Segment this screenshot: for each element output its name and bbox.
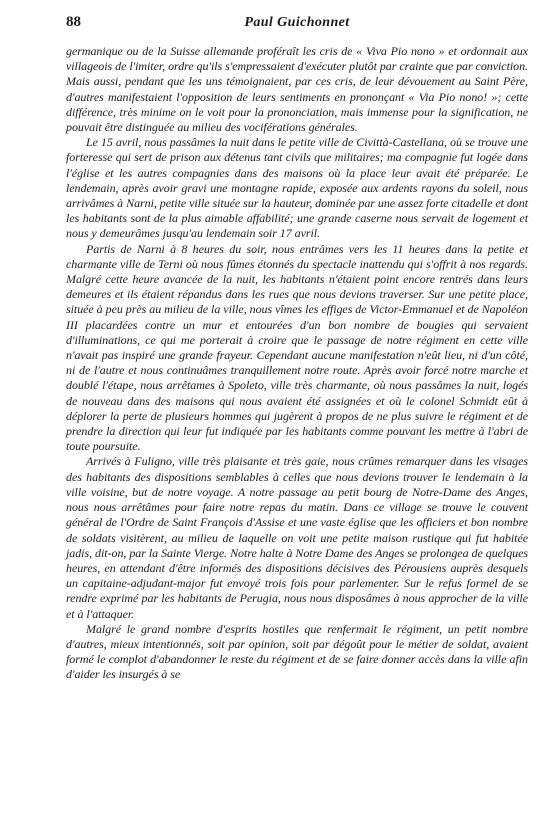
paragraph-3: Partis de Narni à 8 heures du soir, nous entrâmes vers les 11 heures dans la petite et charmante ville de Terni où nous fûmes étonnés du spectacle inattendu qui s'offrit à nos regards. Malgré cette heure avancée de la nuit, les habitants n'étaient point encore rentrés dans leurs demeures et ils étaient répandus dans les rues que nous devions traverser. Sur une petite place, située à peu près au milieu de la ville, nous vîmes les effiges de Victor-Emmanuel et de Napoléon III placardées contre un mur et entourées d'un bon nombre de bougies qui servaient d'illuminations, ce qui me porterait à croire que le passage de notre régiment en cette ville n'avait pas inspiré une grande frayeur. Cependant aucune manifestation n'eût lieu, ni d'un côté, ni de l'autre et nous continuâmes tranquillement notre route. Après avoir forcé notre marche et doublé l'étape, nous arrêtames à Spoleto, ville très charmante, où nous passâmes la nuit, logés de nouveau dans des maisons qui nous avaient été assignées et où le colonel Schmidt eût à déplorer la perte de plusieurs hommes qui jugèrent à propos de ne plus suivre le régiment et de prendre la direction qui leur fut indiquée par les habitants comme pouvant les mettre à l'abri de toute poursuite.: [66, 241, 528, 454]
page-number: 88: [66, 14, 81, 30]
paragraph-2: Le 15 avril, nous passâmes la nuit dans le petite ville de Civittà-Castellana, où se trouve une forteresse qui sert de prison aux détenus tant civils que militaires; ma compagnie fut logée dans l'église et les autres compagnies dans des maisons où la place leur avait été préparée. Le lendemain, après avoir gravi une montagne rapide, exposée aux ardents rayons du soleil, nous arrivâmes à Narni, petite ville située sur la hauteur, dominée par une assez forte citadelle et dont les habitants sont de la plus aimable affabilité; une grande caserne nous servait de logement et nous y demeurâmes jusqu'au lendemain soir 17 avril.: [66, 135, 528, 241]
paragraph-4: Arrivés à Fuligno, ville très plaisante et très gaie, nous crûmes remarquer dans les visages des habitants des dispositions semblables à celles que nous devions trouver le lendemain à la ville voisine, but de notre voyage. A notre passage au petit bourg de Notre-Dame des Anges, nous nous arrêtâmes pour faire notre repas du matin. Dans ce village se trouve le couvent général de l'Ordre de Saint François d'Assise et une vaste église que les officiers et bon nombre de soldats visitèrent, au milieu de laquelle on voit une petite maison rustique qui fut habitée jadis, dit-on, par la Sainte Vierge. Notre halte à Notre Dame des Anges se prolongea de quelques heures, en attendant d'être informés des dispositions décisives des Pérousiens auprès desquels un capitaine-adjudant-major fut envoyé trois fois pour parlementer. Sur le refus formel de se rendre exprimé par les habitants de Perugia, nous nous disposâmes à nous approcher de la ville et à l'attaquer.: [66, 454, 528, 621]
paragraph-5: Malgré le grand nombre d'esprits hostiles que renfermait le régiment, un petit nombre d'autres, mieux intentionnés, soit par opinion, soit par dégoût pour le métier de soldat, avaient formé le complot d'abandonner le reste du régiment et de se faire donner accès dans la ville afin d'aider les insurgés à se: [66, 621, 528, 682]
page-header: [66, 14, 528, 36]
body-text: [66, 44, 528, 683]
running-head: Paul Guichonnet: [244, 15, 350, 30]
paragraph-1: germanique ou de la Suisse allemande proféraît les cris de « Viva Pio nono » et ordonnait aux villageois de l'imiter, ordre qu'ils s'empressaient d'exécuter plutôt par crainte que par conviction. Mais aussi, pendant que les uns témoignaient, par ces cris, de leur dévouement au Saint Père, d'autres manifestaient l'opposition de leurs sentiments en prononçant « Via Pio nono! »; cette différence, très minime on le voit pour la prononciation, mais immense pour la signification, ne pouvait être distinguée au milieu des vociférations générales.: [66, 44, 528, 135]
